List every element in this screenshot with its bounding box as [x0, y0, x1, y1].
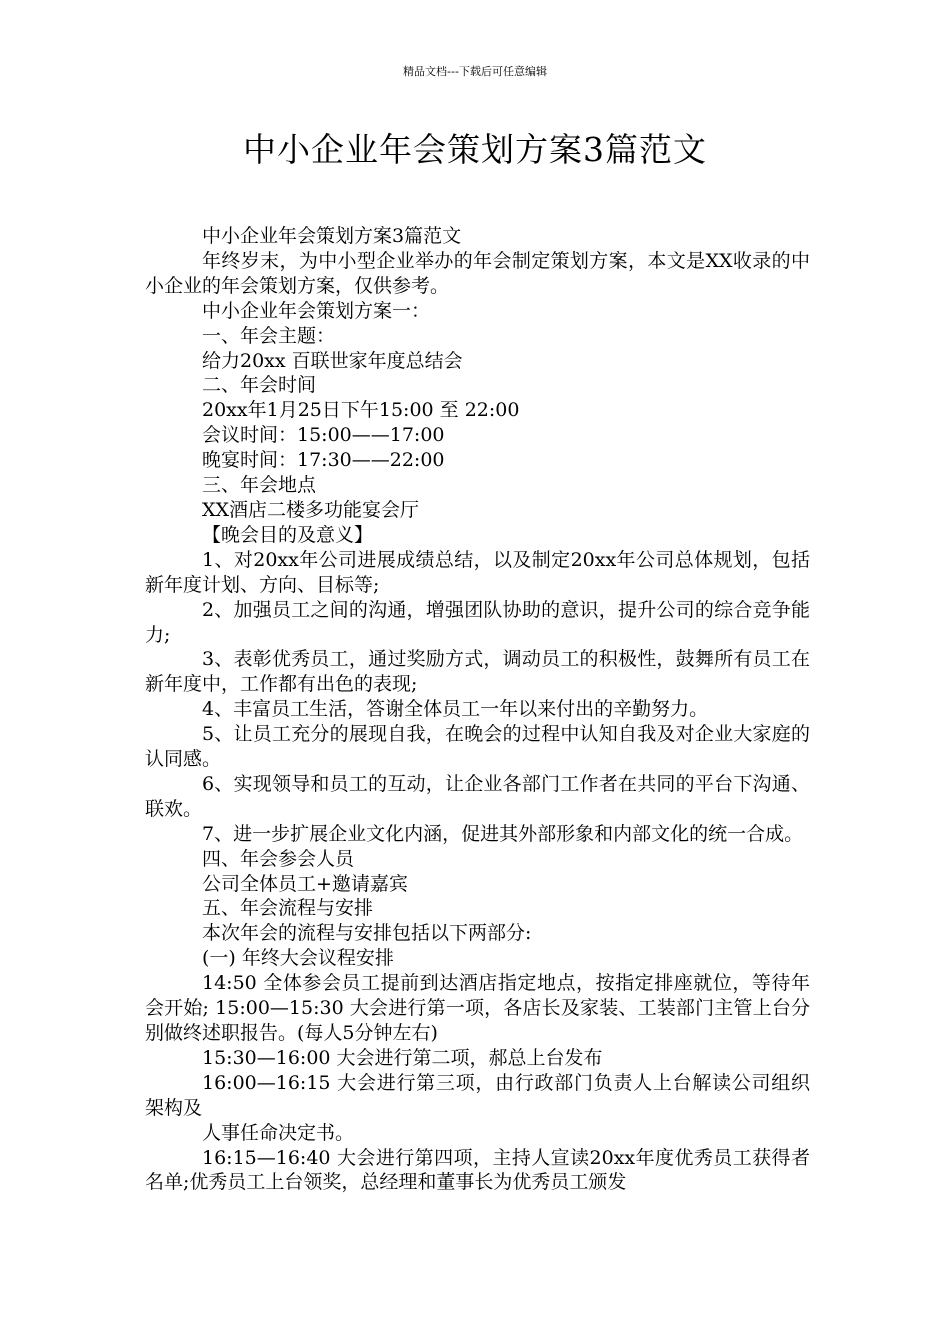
paragraph: 【晚会目的及意义】: [202, 523, 374, 546]
paragraph: 会议时间：15:00——17:00: [202, 424, 445, 447]
paragraph: 人事任命决定书。: [202, 1121, 355, 1144]
header-note: 精品文档---下载后可任意编辑: [403, 65, 547, 78]
paragraph: 本次年会的流程与安排包括以下两部分:: [202, 922, 532, 945]
paragraph: 20xx年1月25日下午15:00 至 22:00: [202, 399, 520, 422]
paragraph: 14:50 全体参会员工提前到达酒店指定地点，按指定排座就位，等待年会开始; 15:00—15:30 大会进行第一项，各店长及家装、工装部门主管上台分别做终述职报告。(每人5分钟左右): [145, 972, 810, 1044]
document-title: 中小企业年会策划方案3篇范文: [243, 130, 707, 169]
document-body: [145, 224, 810, 1195]
paragraph: 公司全体员工+邀请嘉宾: [202, 872, 408, 895]
paragraph: 四、年会参会人员: [202, 847, 355, 870]
paragraph: 5、让员工充分的展现自我，在晚会的过程中认知自我及对企业大家庭的认同感。: [145, 723, 810, 771]
paragraph: 五、年会流程与安排: [202, 897, 374, 920]
paragraph: (一) 年终大会议程安排: [202, 947, 394, 970]
paragraph: 年终岁末，为中小型企业举办的年会制定策划方案，本文是XX收录的中小企业的年会策划方案，仅供参考。: [145, 249, 810, 297]
paragraph: 1、对20xx年公司进展成绩总结，以及制定20xx年公司总体规划，包括新年度计划、方向、目标等;: [145, 548, 810, 596]
paragraph: 给力20xx 百联世家年度总结会: [202, 349, 463, 372]
paragraph: 6、实现领导和员工的互动，让企业各部门工作者在共同的平台下沟通、联欢。: [145, 772, 810, 820]
paragraph: XX酒店二楼多功能宴会厅: [202, 498, 420, 521]
paragraph: 7、进一步扩展企业文化内涵，促进其外部形象和内部文化的统一合成。: [202, 822, 804, 845]
paragraph: 中小企业年会策划方案一：: [202, 299, 431, 322]
paragraph: 二、年会时间: [202, 374, 317, 397]
paragraph: 中小企业年会策划方案3篇范文: [202, 225, 462, 247]
paragraph: 15:30—16:00 大会进行第二项，郝总上台发布: [202, 1046, 603, 1069]
paragraph: 晚宴时间：17:30——22:00: [202, 449, 445, 472]
paragraph: 三、年会地点: [202, 474, 317, 497]
paragraph: 一、年会主题：: [202, 324, 336, 347]
paragraph: 4、丰富员工生活，答谢全体员工一年以来付出的辛勤努力。: [202, 698, 709, 721]
paragraph: 2、加强员工之间的沟通，增强团队协助的意识，提升公司的综合竞争能力;: [145, 598, 810, 646]
paragraph: 16:15—16:40 大会进行第四项，主持人宣读20xx年度优秀员工获得者名单;优秀员工上台领奖，总经理和董事长为优秀员工颁发: [145, 1146, 810, 1194]
paragraph: 3、表彰优秀员工，通过奖励方式，调动员工的积极性，鼓舞所有员工在新年度中，工作都有出色的表现;: [145, 648, 810, 696]
paragraph: 16:00—16:15 大会进行第三项，由行政部门负责人上台解读公司组织架构及: [145, 1071, 810, 1119]
